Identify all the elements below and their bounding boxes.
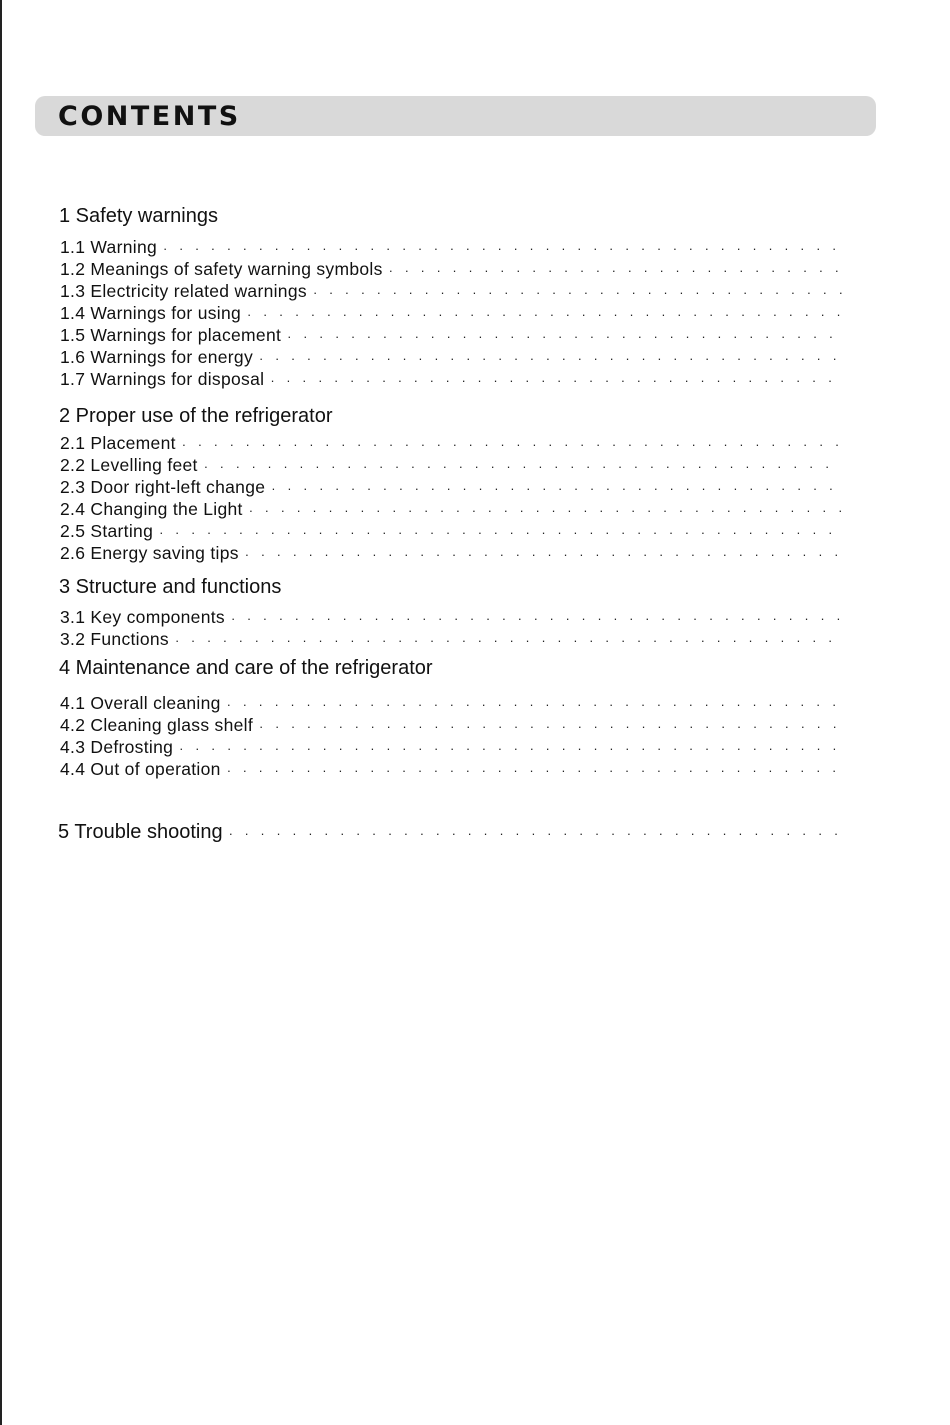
dot-leader — [179, 738, 842, 760]
toc-entry-4-3[interactable] — [60, 736, 842, 758]
toc-entry-label: 4.1 Overall cleaning — [60, 693, 221, 713]
section-heading-maintenance-care: 4 Maintenance and care of the refrigerator — [59, 657, 433, 679]
toc-entry-4-4[interactable] — [60, 758, 842, 780]
contents-title: CONTENTS — [58, 101, 241, 132]
toc-entry-label: 4.3 Defrosting — [60, 737, 174, 757]
dot-leader — [229, 823, 840, 845]
dot-leader — [204, 456, 842, 478]
toc-entry-label: 1.7 Warnings for disposal — [60, 369, 265, 389]
toc-entry-2-1[interactable] — [60, 432, 842, 454]
toc-entry-2-6[interactable] — [60, 542, 842, 564]
toc-entry-trouble-shooting[interactable] — [58, 821, 840, 843]
toc-entry-2-5[interactable] — [60, 520, 842, 542]
toc-entry-3-2[interactable] — [60, 628, 842, 650]
toc-entry-3-1[interactable] — [60, 606, 842, 628]
toc-entry-label: 3.2 Functions — [60, 629, 169, 649]
toc-entry-label: 1.1 Warning — [60, 237, 158, 257]
toc-entry-label: 2.3 Door right-left change — [60, 477, 266, 497]
dot-leader — [270, 370, 842, 392]
toc-entry-label: 2.1 Placement — [60, 433, 176, 453]
toc-entry-label: 3.1 Key components — [60, 607, 225, 627]
toc-entry-1-2[interactable] — [60, 258, 842, 280]
toc-entry-label: 2.6 Energy saving tips — [60, 543, 239, 563]
toc-entry-label: 1.3 Electricity related warnings — [60, 281, 307, 301]
toc-entry-label: 1.6 Warnings for energy — [60, 347, 254, 367]
toc-entry-1-4[interactable] — [60, 302, 842, 324]
dot-leader — [287, 326, 842, 348]
dot-leader — [389, 260, 842, 282]
section-heading-trouble-shooting: 5 Trouble shooting — [58, 821, 223, 843]
toc-entry-label: 1.2 Meanings of safety warning symbols — [60, 259, 383, 279]
toc-entry-label: 1.5 Warnings for placement — [60, 325, 282, 345]
toc-entry-label: 4.4 Out of operation — [60, 759, 221, 779]
toc-entry-label: 4.2 Cleaning glass shelf — [60, 715, 254, 735]
section-heading-safety-warnings: 1 Safety warnings — [59, 205, 218, 227]
toc-entry-1-7[interactable] — [60, 368, 842, 390]
dot-leader — [249, 500, 842, 522]
toc-entry-2-4[interactable] — [60, 498, 842, 520]
dot-leader — [313, 282, 842, 304]
toc-entry-1-1[interactable] — [60, 236, 842, 258]
toc-entry-label: 2.4 Changing the Light — [60, 499, 243, 519]
toc-entry-4-1[interactable] — [60, 692, 842, 714]
toc-entry-1-6[interactable] — [60, 346, 842, 368]
dot-leader — [159, 522, 842, 544]
toc-entry-label: 2.2 Levelling feet — [60, 455, 198, 475]
dot-leader — [231, 608, 842, 630]
dot-leader — [271, 478, 842, 500]
dot-leader — [245, 544, 842, 566]
toc-entry-2-3[interactable] — [60, 476, 842, 498]
toc-entry-label: 2.5 Starting — [60, 521, 154, 541]
dot-leader — [175, 630, 842, 652]
toc-entry-4-2[interactable] — [60, 714, 842, 736]
dot-leader — [259, 716, 842, 738]
dot-leader — [227, 760, 842, 782]
toc-entry-1-3[interactable] — [60, 280, 842, 302]
toc-entry-1-5[interactable] — [60, 324, 842, 346]
dot-leader — [163, 238, 842, 260]
section-heading-structure-functions: 3 Structure and functions — [59, 576, 282, 598]
toc-entry-2-2[interactable] — [60, 454, 842, 476]
dot-leader — [182, 434, 842, 456]
dot-leader — [247, 304, 842, 326]
dot-leader — [259, 348, 842, 370]
section-heading-proper-use: 2 Proper use of the refrigerator — [59, 405, 333, 427]
toc-entry-label: 1.4 Warnings for using — [60, 303, 242, 323]
dot-leader — [227, 694, 842, 716]
